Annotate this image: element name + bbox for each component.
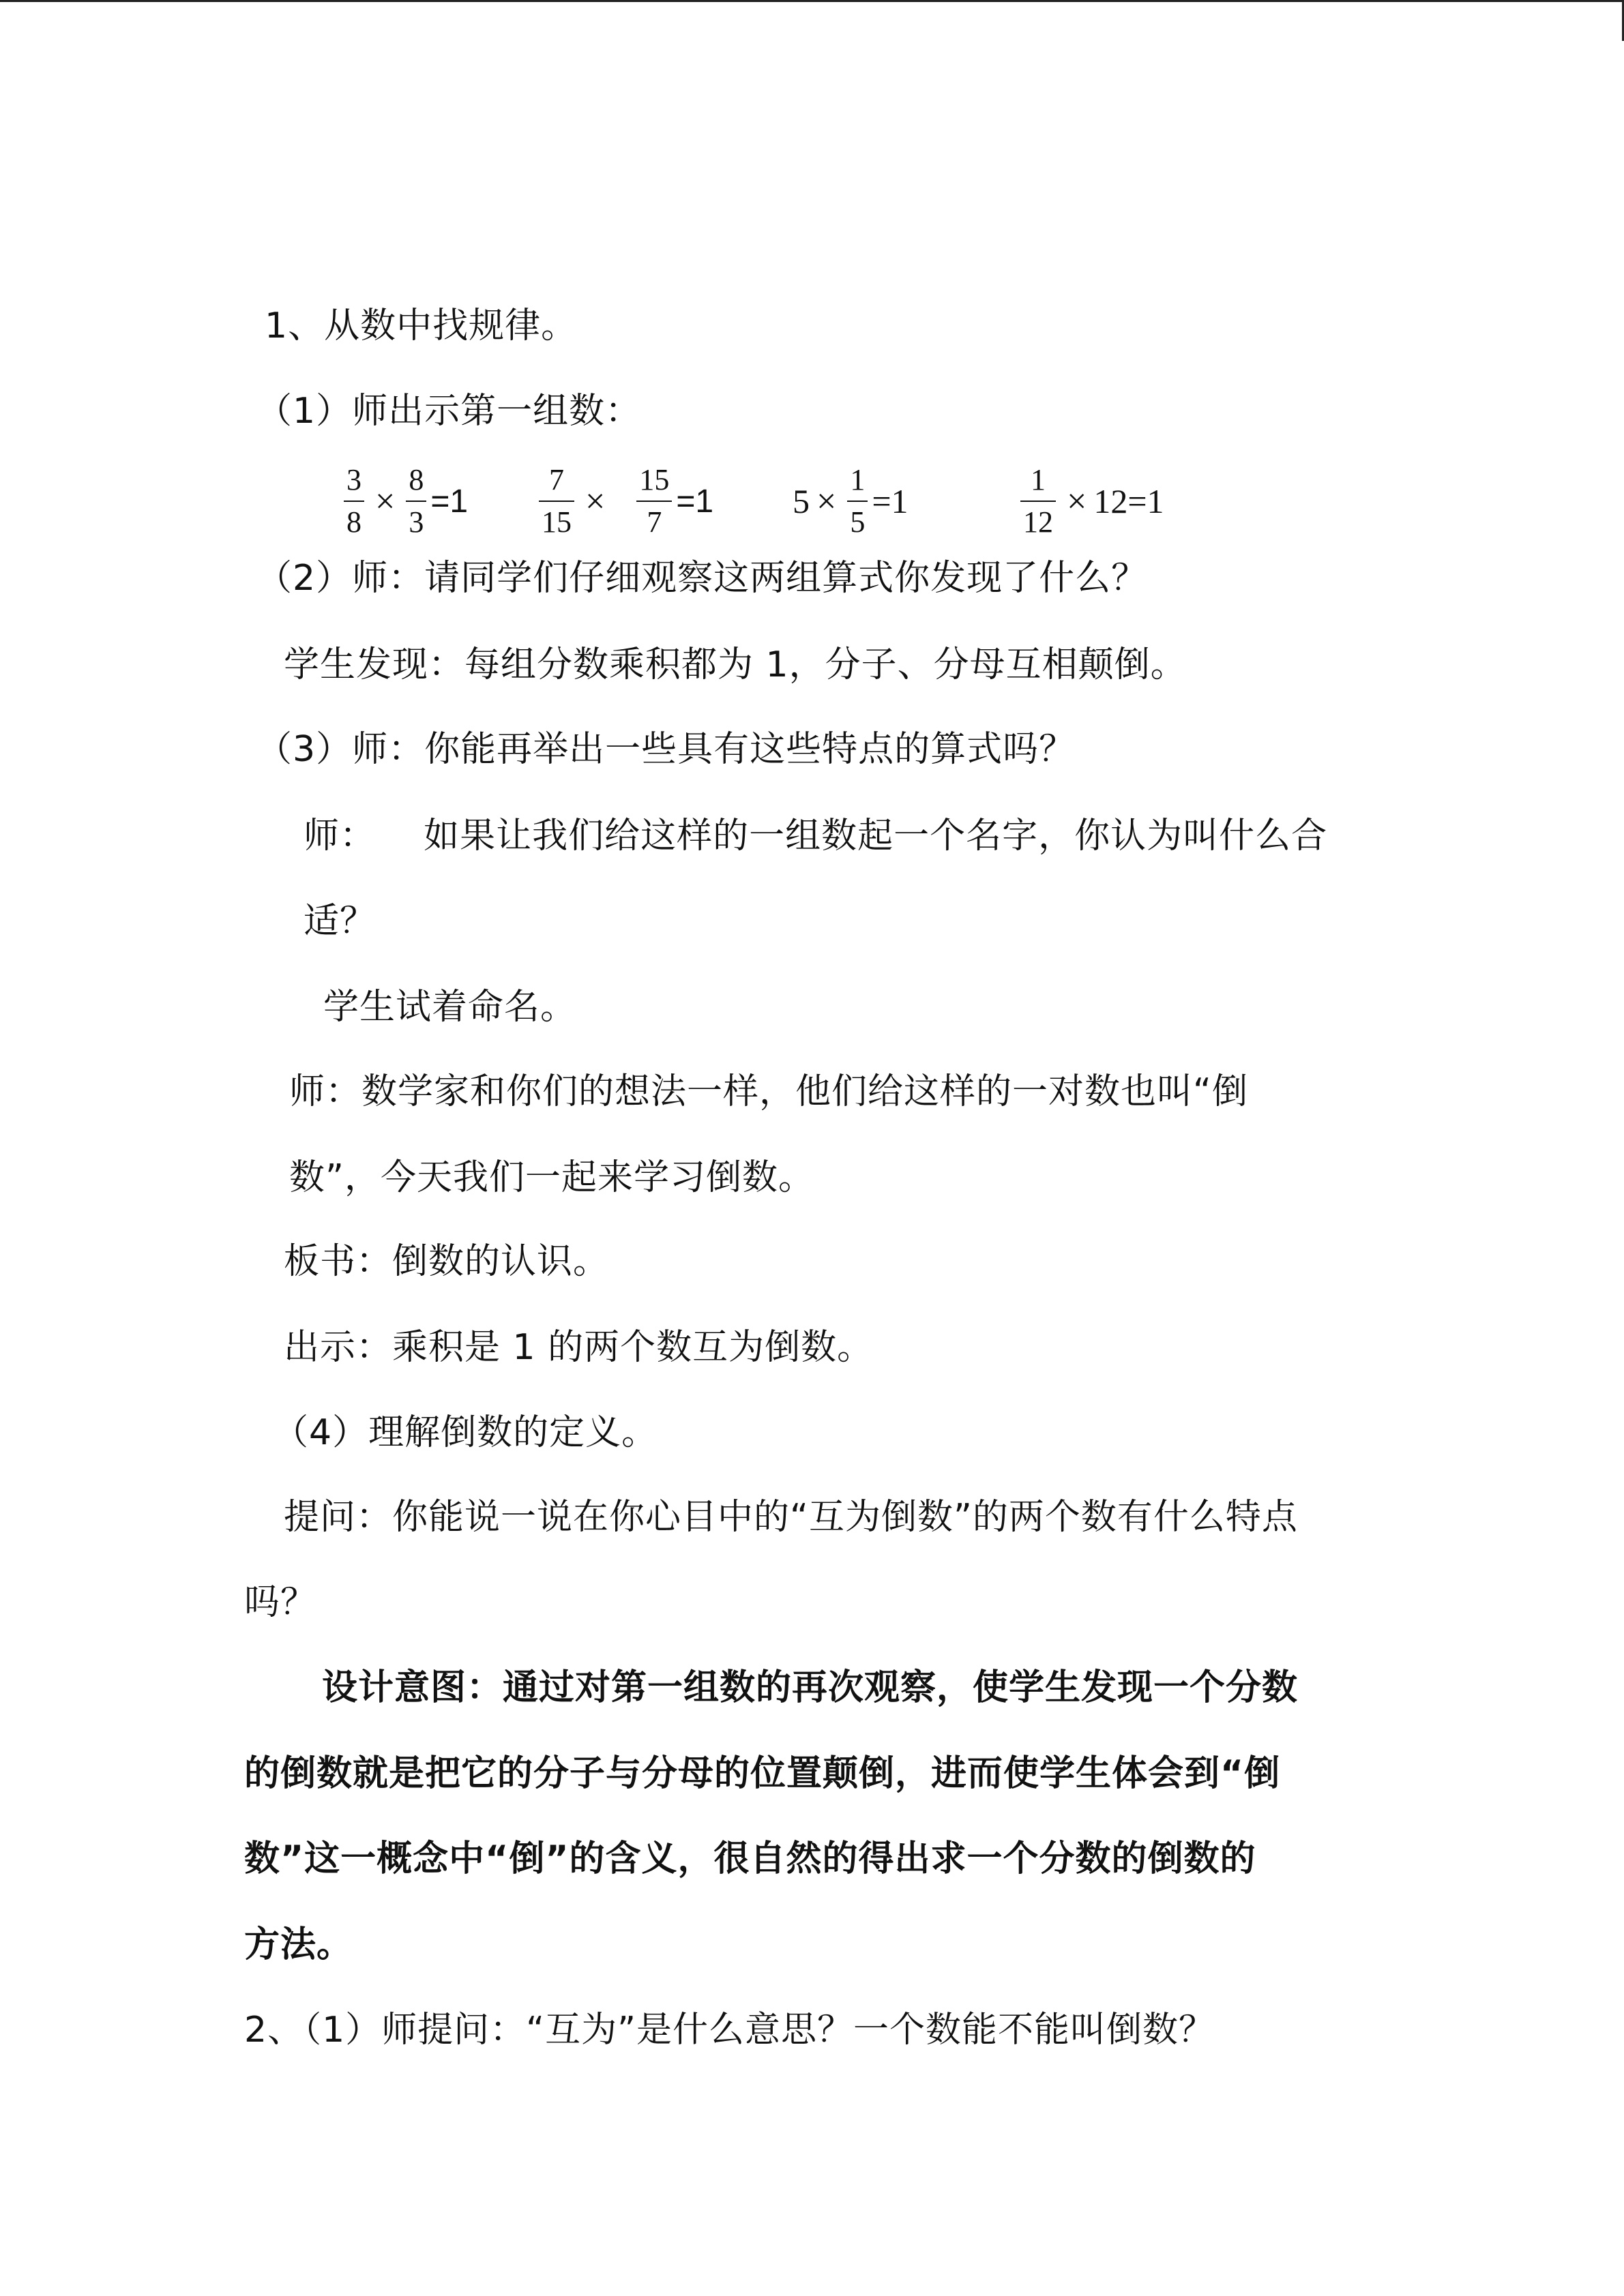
numerator: 15 <box>639 463 670 496</box>
page-top-border <box>0 0 1624 2</box>
numerator: 8 <box>409 463 424 496</box>
teacher-reciprocal-intro: 师：数学家和你们的想法一样，他们给这样的一对数也叫“倒 <box>289 1071 1248 1112</box>
step-4-understand-definition: （4）理解倒数的定义。 <box>273 1412 658 1453</box>
denominator: 7 <box>647 505 662 539</box>
formula-2 <box>535 450 713 552</box>
question-features: 提问：你能说一说在你心目中的“互为倒数”的两个数有什么特点 <box>284 1497 1298 1538</box>
student-finding: 学生发现：每组分数乘积都为 1，分子、分母互相颠倒。 <box>284 644 1187 685</box>
formula-3 <box>793 450 909 552</box>
design-intent-cont-3: 方法。 <box>244 1924 353 1965</box>
teacher-naming-question: 师： 如果让我们给这样的一组数起一个名字，你认为叫什么合 <box>304 816 1328 856</box>
formula-4 <box>1016 450 1164 552</box>
equals-one: =1 <box>872 482 909 520</box>
heading-find-pattern: 1、从数中找规律。 <box>265 305 578 346</box>
formula-1 <box>340 450 468 552</box>
formula-row <box>340 450 1226 552</box>
denominator: 5 <box>850 505 866 539</box>
step-1-show-numbers: （1）师出示第一组数： <box>256 391 642 432</box>
fraction-3-8 <box>344 462 364 540</box>
design-intent-cont-2: 数”这一概念中“倒”的含义，很自然的得出求一个分数的倒数的 <box>244 1838 1256 1879</box>
numerator: 7 <box>549 463 564 496</box>
design-intent: 设计意图：通过对第一组数的再次观察，使学生发现一个分数 <box>322 1667 1299 1708</box>
step-3-more-examples: （3）师：你能再举出一些具有这些特点的算式吗？ <box>256 729 1076 770</box>
question-features-cont: 吗？ <box>244 1582 317 1623</box>
denominator: 15 <box>542 505 572 539</box>
denominator: 12 <box>1023 505 1053 539</box>
whole-number-equals-one: 12=1 <box>1093 482 1164 520</box>
students-try-naming: 学生试着命名。 <box>323 987 577 1028</box>
design-intent-cont-1: 的倒数就是把它的分子与分母的位置颠倒，进而使学生体会到“倒 <box>244 1753 1281 1794</box>
times-sign: × <box>1067 481 1087 521</box>
fraction-15-7 <box>636 462 672 540</box>
fraction-1-5 <box>847 462 868 540</box>
teacher-naming-question-cont: 适？ <box>304 901 377 942</box>
numerator: 3 <box>346 463 361 496</box>
teacher-reciprocal-intro-cont: 数”，今天我们一起来学习倒数。 <box>289 1157 814 1198</box>
board-writing: 板书：倒数的认识。 <box>284 1241 610 1282</box>
equals-one: =1 <box>430 483 469 520</box>
fraction-8-3 <box>406 462 426 540</box>
numerator: 1 <box>1031 463 1046 496</box>
times-sign: × <box>816 481 837 521</box>
numerator: 1 <box>850 463 866 496</box>
equals-one: =1 <box>676 483 714 520</box>
fraction-1-12 <box>1020 462 1056 540</box>
denominator: 8 <box>346 505 361 539</box>
fraction-7-15 <box>539 462 574 540</box>
times-sign: × <box>375 481 396 521</box>
section-2-question: 2、（1）师提问：“互为”是什么意思？一个数能不能叫倒数？ <box>244 2010 1215 2051</box>
whole-number: 5 <box>793 482 810 520</box>
times-sign: × <box>585 481 606 521</box>
definition-shown: 出示：乘积是 1 的两个数互为倒数。 <box>284 1327 874 1368</box>
denominator: 3 <box>409 505 424 539</box>
step-2-observe: （2）师：请同学们仔细观察这两组算式你发现了什么？ <box>256 558 1148 599</box>
